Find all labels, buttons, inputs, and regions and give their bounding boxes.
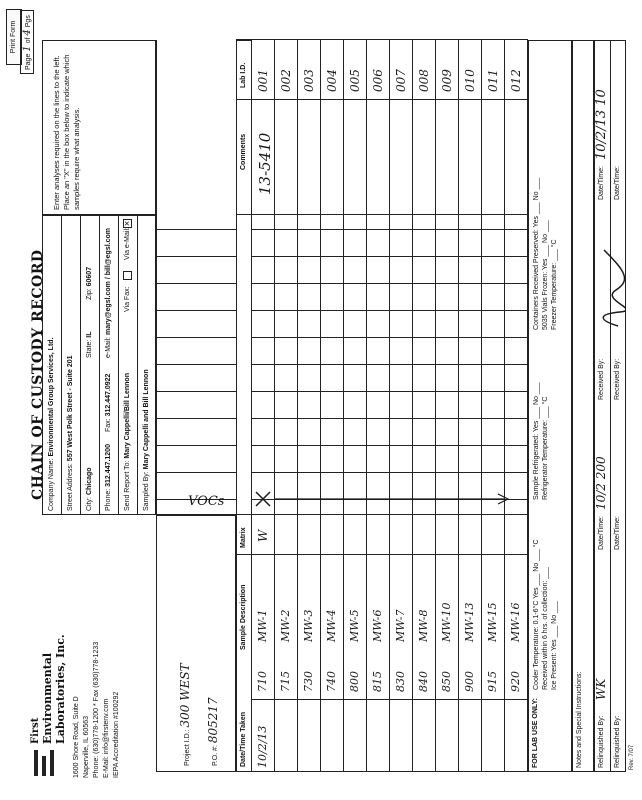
coc-form: Print Form Page 1 of 4 Pgs First Environmental Laboratories, Inc. 1600 Shore Road, Suite D Naperville, IL 60563 Phone: (630)778-1200 * Fax (630)778-1233 E-Mail: info@firstenv.com IEPA Accreditation #100292 CHAIN OF CUSTODY RECORD Company Name: Environmental Group Services, Ltd. Street Address: 557 West Polk Street - Suite 201 City: Chicago State: IL Zip: 60607 Phone: 312.447.1200 Fax: 312.447.0922 e-Mail: mary@egsl.com / bill@egsl.com Send Report To: Mary Cappelli/Bill Lennon Via Fax: Via e-Mail: × Sampled By: Mary Cappelli and Bill Lennon Enter analyses required on the lines to the left. Place an "X" in the box below to indicate which samples require what analysis. VOCs Project I.D.: 300 WEST P.O. #: 805217 Date/Time Taken Sample Description Matrix Comments Lab I.D. 10/2/13 710 MW-1 W 001 715 MW-2 002 730 MW-3 003 740 MW-4 004 800 MW-5 005 815 MW-6 006 830 MW-7 007 840 MW-8 008 850 MW-10 009 900 MW-13 010 915 MW-15 011 920 MW-16 012 13-5410 FOR LAB USE ONLY: Cooler Temperature: 0.1-6°C Yes ___ No ___ °C Received within 6 hrs. of collection: ___ Ice Present: Yes ___ No ___ Sample Refrigerated: Yes ___ No ___ Refrigerator Temperature: ___ °C Containers Received Preserved: Yes ___ No ___ 5035 Vials Frozen: Yes ___ No ___ Freezer Temperature: ___ °C Notes and Special Instructions: Relinquished By: WK Relinquished By: Date/Time: 10/2 200 Date/Time: Received By: Received By: Date/Time: 10/2/13 10 Date/Time: Rev. 7/07: [0, 0, 642, 800]
table-row: [390, 40, 413, 772]
sample-time: 800: [348, 671, 361, 692]
sample-lab-id: 001: [256, 69, 270, 92]
table-row: [321, 40, 344, 772]
comment-value: 13-5410: [256, 132, 274, 195]
relinquished-signature: WK: [594, 678, 608, 700]
city: Chicago: [86, 467, 93, 496]
analyses-note: Enter analyses required on the lines to the left. Place an "X" in the box below to indicate which samples require what analysis.: [52, 54, 81, 210]
table-row: [367, 40, 390, 772]
table-row: [436, 40, 459, 772]
lab-contact: 1600 Shore Road, Suite D Naperville, IL 60563 Phone: (630)778-1200 * Fax (630)778-1233 E-Mail: info@firstenv.com IEPA Accreditation #100292: [73, 641, 120, 778]
po-number: 805217: [206, 697, 220, 744]
report-to: Mary Cappelli/Bill Lennon: [124, 373, 131, 459]
sample-time: 740: [325, 671, 338, 692]
client-phone: 312.447.1200: [105, 444, 112, 487]
sample-description: MW-4: [325, 609, 338, 642]
sample-lab-id: 009: [440, 69, 454, 92]
print-form-button[interactable]: Print Form: [6, 9, 22, 65]
sample-lab-id: 004: [325, 69, 339, 92]
sample-description: MW-8: [417, 609, 430, 642]
client-fax: 312.447.0922: [105, 373, 112, 417]
sample-lab-id: 005: [348, 69, 362, 92]
sample-time: 915: [486, 671, 499, 692]
sample-time: 710: [256, 671, 269, 692]
received-signature-icon: [594, 220, 626, 330]
sample-lab-id: 002: [279, 69, 293, 92]
project-box: [156, 515, 236, 772]
sample-time: 730: [302, 671, 315, 692]
zip: 60607: [86, 266, 93, 287]
sample-lab-id: 011: [486, 69, 500, 92]
sample-description: MW-16: [509, 602, 522, 642]
sample-description: MW-15: [486, 602, 499, 642]
sample-time: 715: [279, 671, 292, 692]
table-row: [482, 40, 505, 772]
sample-lab-id: 010: [463, 69, 477, 92]
sample-lab-id: 008: [417, 69, 431, 92]
sample-lab-id: 003: [302, 69, 316, 92]
sample-time: 815: [371, 671, 384, 692]
company-name: Environmental Group Services, Ltd.: [48, 337, 55, 457]
notes-box: [572, 40, 594, 772]
sample-date: 10/2/13: [256, 725, 269, 768]
via-fax-checkbox[interactable]: [123, 271, 132, 280]
sample-time: 900: [463, 671, 476, 692]
relinquished-datetime: 10/2 200: [594, 456, 608, 510]
sample-description: MW-6: [371, 609, 384, 642]
sample-description: MW-7: [394, 609, 407, 642]
client-email: mary@egsl.com / bill@egsl.com: [105, 228, 112, 336]
project-id: 300 WEST: [178, 663, 192, 728]
table-row: [413, 40, 436, 772]
sample-time: 850: [440, 671, 453, 692]
sample-lab-id: 007: [394, 69, 408, 92]
sample-description: MW-3: [302, 609, 315, 642]
analysis-check-line: [252, 488, 512, 508]
sample-time: 830: [394, 671, 407, 692]
sampled-by: Mary Cappelli and Bill Lennon: [143, 369, 150, 470]
table-row: [505, 40, 528, 772]
page-indicator: Page 1 of 4 Pgs: [20, 10, 34, 74]
sample-description: MW-1: [256, 609, 269, 642]
sample-lab-id: 006: [371, 69, 385, 92]
table-row: [344, 40, 367, 772]
sample-matrix: W: [256, 529, 270, 542]
state: IL: [86, 331, 93, 338]
street-address: 557 West Polk Street - Suite 201: [67, 355, 74, 462]
table-row: [275, 40, 298, 772]
table-row: [459, 40, 482, 772]
sample-time: 920: [509, 671, 522, 692]
sample-time: 840: [417, 671, 430, 692]
sample-description: MW-5: [348, 609, 361, 642]
analysis-header-vocs: VOCs: [188, 494, 225, 509]
form-title: CHAIN OF CUSTODY RECORD: [30, 249, 46, 500]
sample-description: MW-10: [440, 602, 453, 642]
sample-lab-id: 012: [509, 69, 523, 92]
sample-description: MW-2: [279, 609, 292, 642]
logo-mark-icon: [32, 748, 58, 778]
table-row: [298, 40, 321, 772]
via-email-checkbox[interactable]: ×: [122, 220, 132, 227]
received-datetime: 10/2/13 10: [594, 89, 609, 160]
sample-description: MW-13: [463, 602, 476, 642]
